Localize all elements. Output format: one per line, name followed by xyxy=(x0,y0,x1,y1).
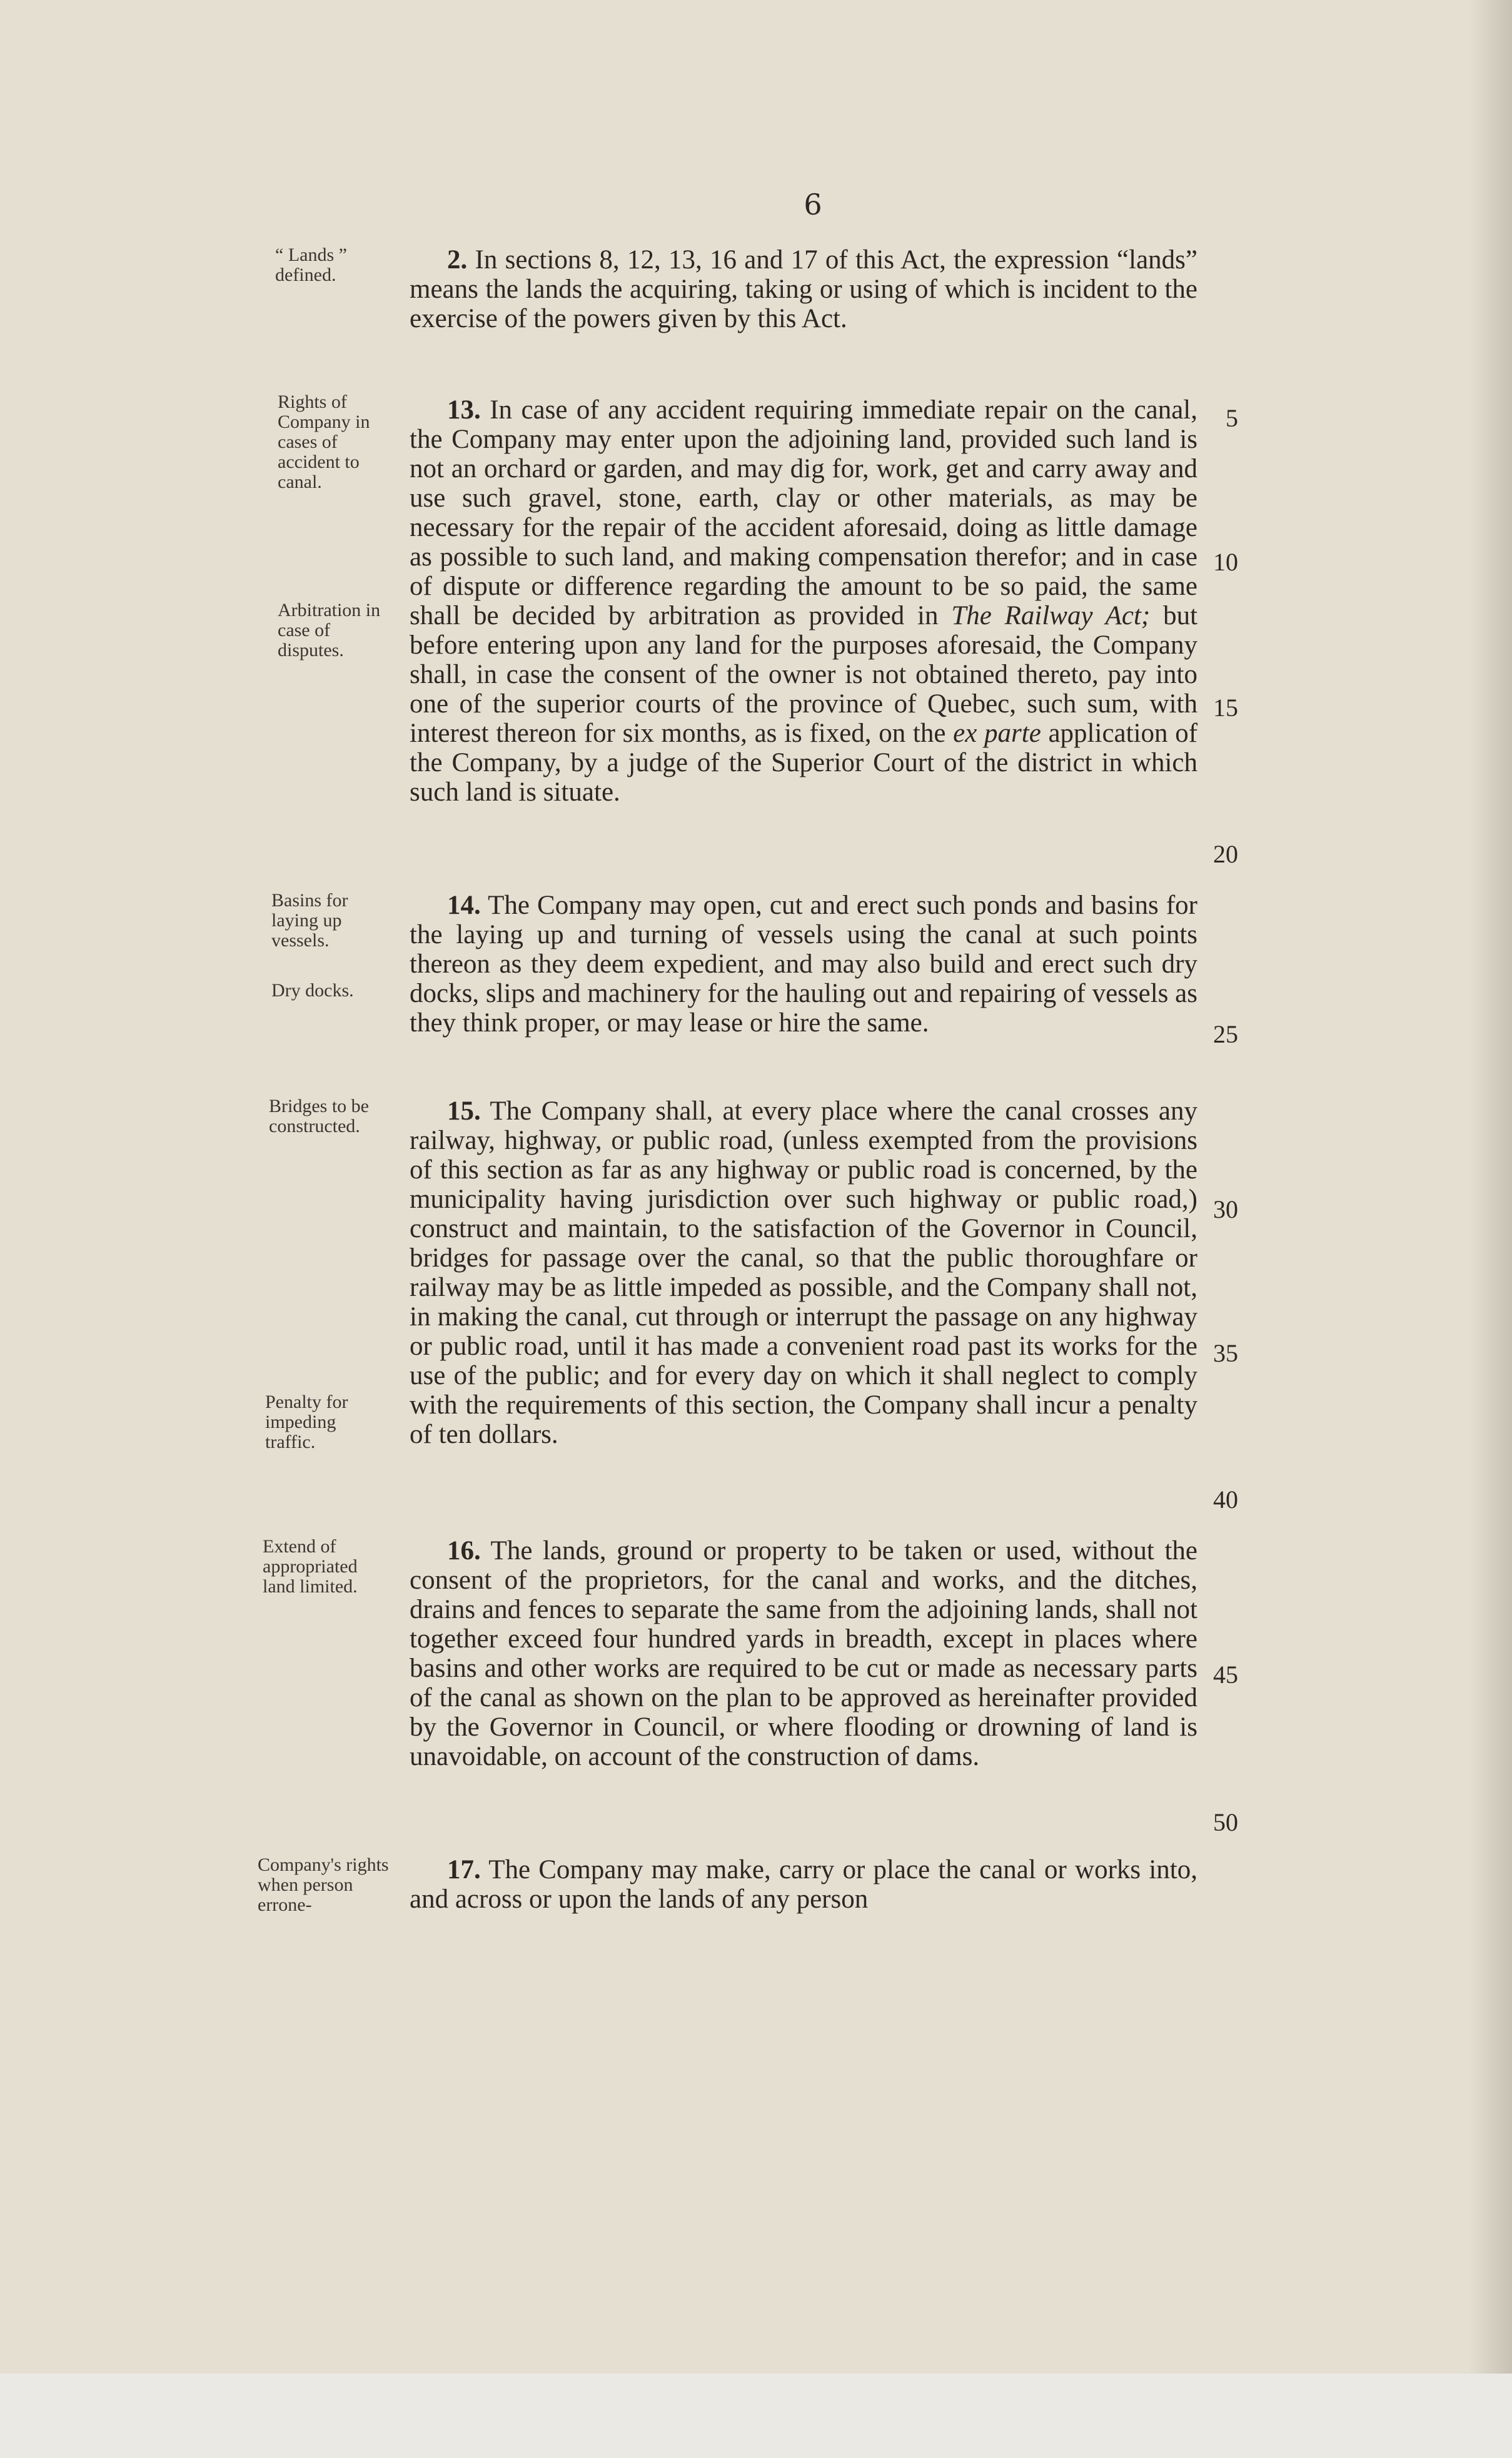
line-number-40: 40 xyxy=(1213,1485,1238,1514)
line-number-15: 15 xyxy=(1213,694,1238,722)
line-number-10: 10 xyxy=(1213,548,1238,576)
side-note-company-rights: Company's rights when person errone- xyxy=(258,1854,389,1915)
side-note-extent-land: Extend of appropriated land limited. xyxy=(263,1536,358,1597)
section-text: The lands, ground or property to be taken or used, without the consent of the proprietors, for the canal and works, and the ditches, drains and fences to separate the same from the adjoining lands, shall not together exceed four hundred yards in breadth, except in places where basins and other works are required to be cut or made as necessary parts of the canal as shown on the plan to be approved as hereinafter provided by the Governor in Council, or where flooding or drowning of land is unavoidable, on account of the construction of dams. xyxy=(410,1536,1197,1771)
section-text: but before entering upon any land for the purposes aforesaid, the Company shall, in case the consent of the owner is not obtained thereto, pay into one of the superior courts of the province of Quebec, such sum, with interest thereon for six months, as is fixed, on the xyxy=(410,601,1198,748)
side-note-arbitration: Arbitration in case of disputes. xyxy=(278,600,381,660)
section-number: 14. xyxy=(447,891,481,920)
latin-phrase: ex parte xyxy=(953,719,1041,748)
side-note-rights-accident: Rights of Company in cases of accident to canal. xyxy=(278,392,370,492)
line-number-25: 25 xyxy=(1213,1020,1238,1048)
section-number: 16. xyxy=(447,1536,481,1565)
line-number-45: 45 xyxy=(1213,1661,1238,1689)
section-text: The Company shall, at every place where the canal crosses any railway, highway, or public road, (unless exempted from the provisions of this section as far as any highway or public road is concerned, by the municipality having jurisdiction over such highway or public road,) construct and maintain, to the satisfaction of the Governor in Council, bridges for passage over the canal, so that the public thoroughfare or railway may be as little impeded as possible, and the Company shall not, in making the canal, cut through or interrupt the passage on any highway or public road, until it has made a convenient road past its works for the use of the public; and for every day on which it shall neglect to comply with the requirements of this section, the Company shall incur a penalty of ten dollars. xyxy=(410,1096,1197,1449)
section-14 xyxy=(410,891,1197,1038)
page-number: 6 xyxy=(804,188,822,221)
section-15 xyxy=(410,1096,1197,1449)
section-2 xyxy=(410,245,1197,333)
line-number-5: 5 xyxy=(1226,404,1238,432)
side-note-lands-defined: “ Lands ” defined. xyxy=(275,245,347,285)
page-edge-shadow xyxy=(1468,0,1512,2374)
section-16 xyxy=(410,1536,1197,1771)
section-13 xyxy=(410,395,1197,807)
scan-margin xyxy=(0,2374,1512,2458)
act-name: The Railway Act; xyxy=(951,601,1151,630)
side-note-bridges: Bridges to be constructed. xyxy=(269,1096,369,1136)
line-number-35: 35 xyxy=(1213,1339,1238,1367)
section-text: The Company may open, cut and erect such ponds and basins for the laying up and turning of vessels using the canal at such points thereon as they deem expedient, and may also build and erect such dry docks, slips and machinery for the hauling out and repairing of vessels as they think proper, or may lease or hire the same. xyxy=(410,891,1197,1038)
section-number: 17. xyxy=(447,1855,481,1884)
section-text: The Company may make, carry or place the canal or works into, and across or upon the lands of any person xyxy=(410,1855,1197,1914)
section-text: In sections 8, 12, 13, 16 and 17 of this Act, the expression “lands” means the lands the acquiring, taking or using of which is incident to the exercise of the powers given by this Act. xyxy=(410,245,1197,333)
section-17 xyxy=(410,1855,1197,1914)
section-number: 15. xyxy=(447,1096,481,1126)
side-note-penalty: Penalty for impeding traffic. xyxy=(265,1392,348,1452)
section-text: application of the Company, by a judge of the Superior Court of the district in which such land is situate. xyxy=(410,719,1198,807)
section-number: 13. xyxy=(447,395,481,425)
section-text: In case of any accident requiring immediate repair on the canal, the Company may enter upon the adjoining land, provided such land is not an orchard or garden, and may dig for, work, get and carry away and use such gravel, stone, earth, clay or other materials, as may be necessary for the repair of the accident aforesaid, doing as little damage as possible to such land, and making compensation therefor; and in case of dispute or difference regarding the amount to be so paid, the same shall be decided by arbitration as provided in xyxy=(410,395,1197,630)
line-number-50: 50 xyxy=(1213,1808,1238,1836)
line-number-20: 20 xyxy=(1213,840,1238,868)
section-number: 2. xyxy=(447,245,468,275)
side-note-basins: Basins for laying up vessels. xyxy=(271,890,348,951)
line-number-30: 30 xyxy=(1213,1195,1238,1223)
side-note-dry-docks: Dry docks. xyxy=(271,980,354,1001)
